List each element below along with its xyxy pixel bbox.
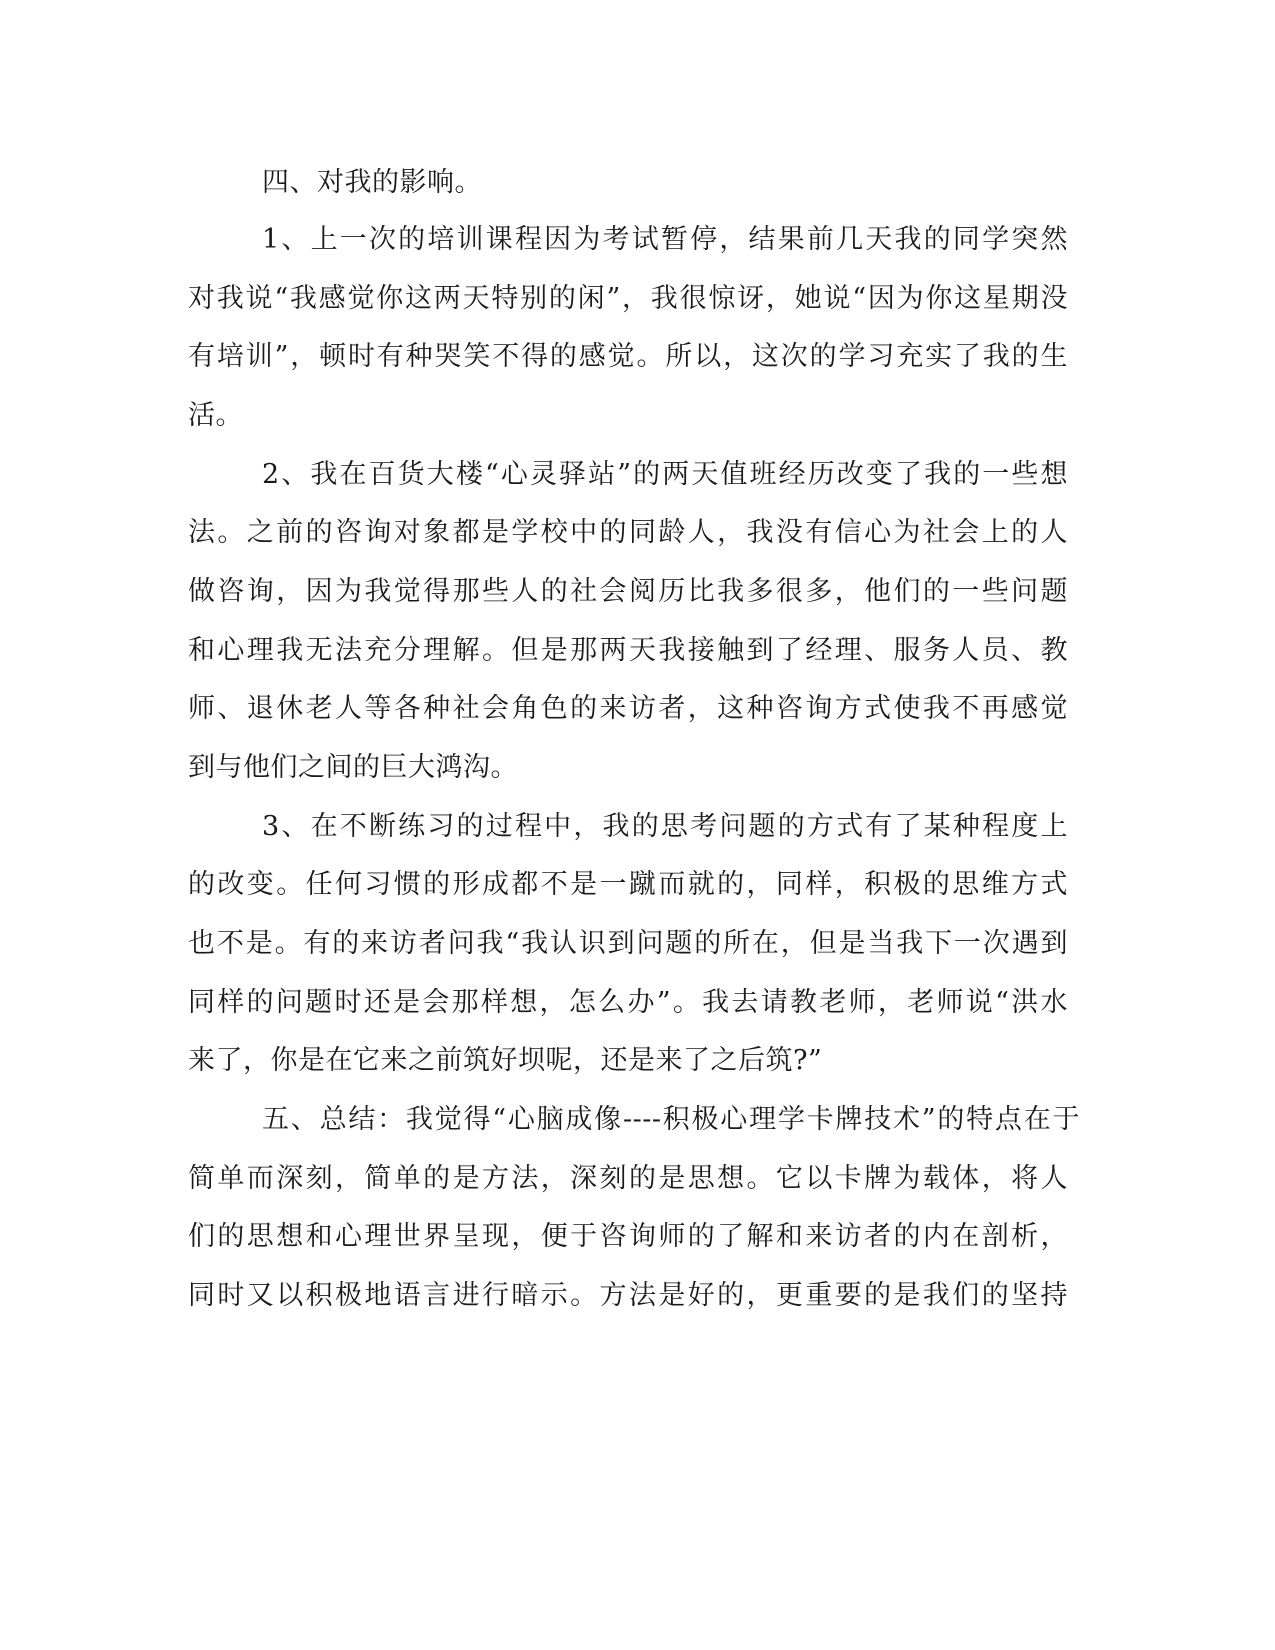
section-five-line: 五、总结：我觉得“心脑成像----积极心理学卡牌技术”的特点在于 xyxy=(262,1104,1080,1135)
paragraph-line: 来了，你是在它来之前筑好坝呢，还是来了之后筑?” xyxy=(188,1045,823,1076)
paragraph-line: 到与他们之间的巨大鸿沟。 xyxy=(188,752,518,783)
paragraph-line: 2、我在百货大楼“心灵驿站”的两天值班经历改变了我的一些想 xyxy=(262,459,1068,490)
paragraph-line: 和心理我无法充分理解。但是那两天我接触到了经理、服务人员、教 xyxy=(188,635,1068,666)
paragraph-line: 同时又以积极地语言进行暗示。方法是好的，更重要的是我们的坚持 xyxy=(188,1280,1068,1311)
paragraph-line: 活。 xyxy=(188,400,243,431)
paragraph-line: 的改变。任何习惯的形成都不是一蹴而就的，同样，积极的思维方式 xyxy=(188,869,1068,900)
paragraph-line: 对我说“我感觉你这两天特别的闲”，我很惊讶，她说“因为你这星期没 xyxy=(188,283,1068,314)
paragraph-line: 有培训”，顿时有种哭笑不得的感觉。所以，这次的学习充实了我的生 xyxy=(188,341,1068,372)
paragraph-line: 简单而深刻，简单的是方法，深刻的是思想。它以卡牌为载体，将人 xyxy=(188,1163,1068,1194)
paragraph-line: 也不是。有的来访者问我“我认识到问题的所在，但是当我下一次遇到 xyxy=(188,928,1068,959)
section-four-heading: 四、对我的影响。 xyxy=(262,167,482,198)
paragraph-line: 3、在不断练习的过程中，我的思考问题的方式有了某种程度上 xyxy=(262,811,1068,842)
paragraph-line: 同样的问题时还是会那样想，怎么办”。我去请教老师，老师说“洪水 xyxy=(188,987,1068,1018)
paragraph-line: 法。之前的咨询对象都是学校中的同龄人，我没有信心为社会上的人 xyxy=(188,517,1068,548)
paragraph-line: 师、退休老人等各种社会角色的来访者，这种咨询方式使我不再感觉 xyxy=(188,693,1068,724)
paragraph-line: 做咨询，因为我觉得那些人的社会阅历比我多很多，他们的一些问题 xyxy=(188,576,1068,607)
paragraph-line: 们的思想和心理世界呈现，便于咨询师的了解和来访者的内在剖析， xyxy=(188,1221,1068,1252)
paragraph-line: 1、上一次的培训课程因为考试暂停，结果前几天我的同学突然 xyxy=(262,224,1068,255)
